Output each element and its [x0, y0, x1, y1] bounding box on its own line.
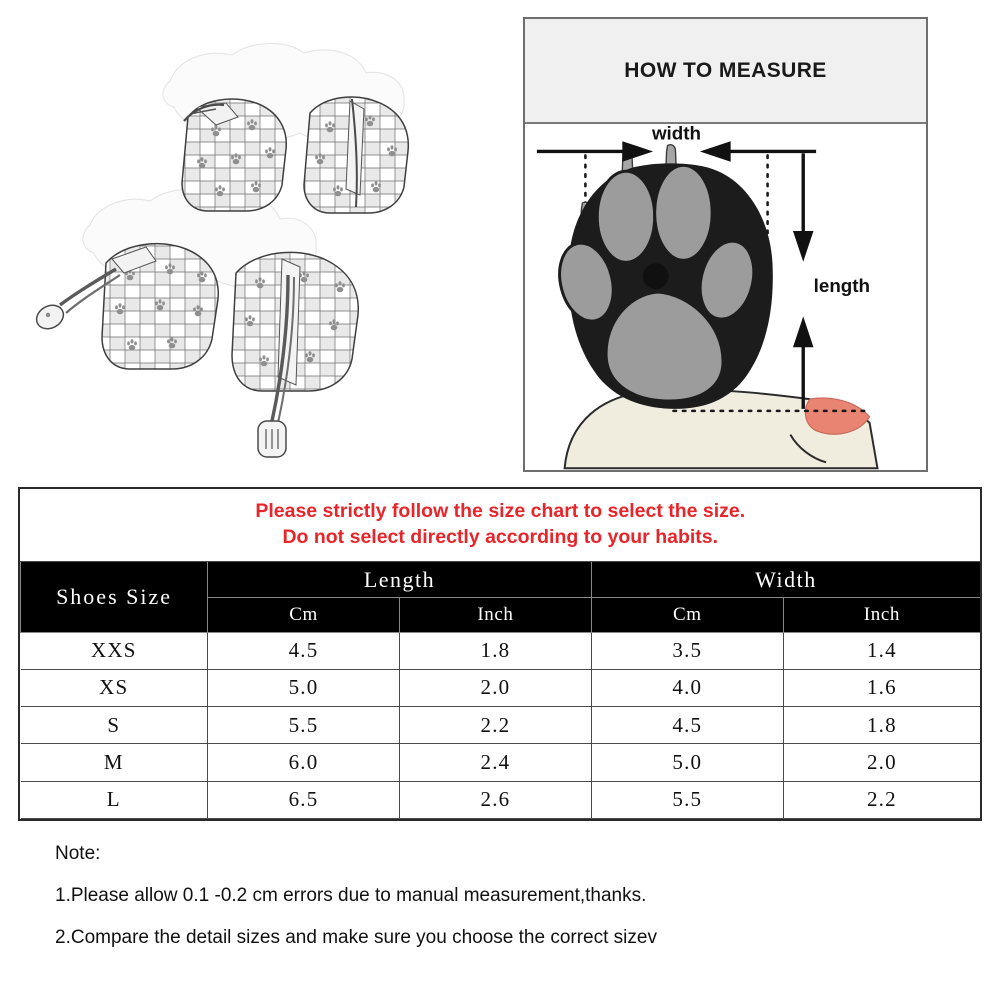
- warning-row: [21, 489, 981, 562]
- cell-length-inch: 2.2: [399, 707, 591, 744]
- warning-line-2: Do not select directly according to your habits.: [282, 526, 719, 549]
- dog-boot-lower-left: [32, 244, 218, 369]
- cell-width-cm: 5.0: [591, 744, 783, 781]
- table-row: [21, 781, 981, 818]
- dog-boot-upper-right: [304, 97, 408, 213]
- cell-width-inch: 1.8: [783, 707, 980, 744]
- header-length-inch: Inch: [399, 598, 591, 632]
- width-label: width: [651, 124, 702, 144]
- cell-size: M: [21, 744, 208, 781]
- header-width-cm: Cm: [591, 598, 783, 632]
- cell-size: XS: [21, 669, 208, 706]
- header-shoes-size: Shoes Size: [21, 562, 208, 633]
- product-illustration: [20, 25, 500, 475]
- length-label: length: [813, 275, 871, 297]
- note-item-1: 1.Please allow 0.1 -0.2 cm errors due to manual measurement,thanks.: [55, 885, 647, 906]
- cell-length-inch: 1.8: [399, 632, 591, 669]
- table-row: [21, 744, 981, 781]
- table-header-group-row: [21, 562, 981, 598]
- cell-length-cm: 6.5: [208, 781, 400, 818]
- table-row: [21, 632, 981, 669]
- cell-size: S: [21, 707, 208, 744]
- size-chart-table-container: [18, 487, 982, 821]
- length-measure-annotation: [795, 153, 870, 408]
- header-length-cm: Cm: [208, 598, 400, 632]
- cell-width-inch: 2.2: [783, 781, 980, 818]
- dog-boot-lower-right: [232, 252, 358, 457]
- cell-length-inch: 2.0: [399, 669, 591, 706]
- notes-section: [55, 843, 955, 969]
- cell-width-inch: 2.0: [783, 744, 980, 781]
- notes-title: Note:: [55, 843, 101, 864]
- cell-width-inch: 1.6: [783, 669, 980, 706]
- cell-length-cm: 4.5: [208, 632, 400, 669]
- warning-line-1: Please strictly follow the size chart to select the size.: [255, 499, 746, 522]
- cell-width-cm: 4.5: [591, 707, 783, 744]
- paw-measure-diagram: [525, 124, 926, 470]
- measure-title: HOW TO MEASURE: [624, 58, 827, 82]
- header-group-length: Length: [208, 562, 592, 598]
- cell-size: L: [21, 781, 208, 818]
- header-width-inch: Inch: [783, 598, 980, 632]
- measure-title-bar: [525, 19, 926, 124]
- cell-size: XXS: [21, 632, 208, 669]
- cell-length-inch: 2.4: [399, 744, 591, 781]
- table-row: [21, 669, 981, 706]
- dog-head-illustration: [565, 390, 878, 469]
- cell-length-cm: 5.0: [208, 669, 400, 706]
- dog-boot-upper-left: [182, 99, 286, 211]
- cell-length-cm: 6.0: [208, 744, 400, 781]
- table-row: [21, 707, 981, 744]
- cell-length-inch: 2.6: [399, 781, 591, 818]
- warning-cell: [21, 489, 981, 562]
- header-group-width: Width: [591, 562, 980, 598]
- how-to-measure-panel: [523, 17, 928, 472]
- cell-width-inch: 1.4: [783, 632, 980, 669]
- cell-width-cm: 3.5: [591, 632, 783, 669]
- cell-width-cm: 5.5: [591, 781, 783, 818]
- cell-length-cm: 5.5: [208, 707, 400, 744]
- cell-width-cm: 4.0: [591, 669, 783, 706]
- width-measure-annotation: [537, 124, 816, 159]
- size-chart-table: [20, 489, 980, 819]
- note-item-2: 2.Compare the detail sizes and make sure you choose the correct sizev: [55, 927, 657, 948]
